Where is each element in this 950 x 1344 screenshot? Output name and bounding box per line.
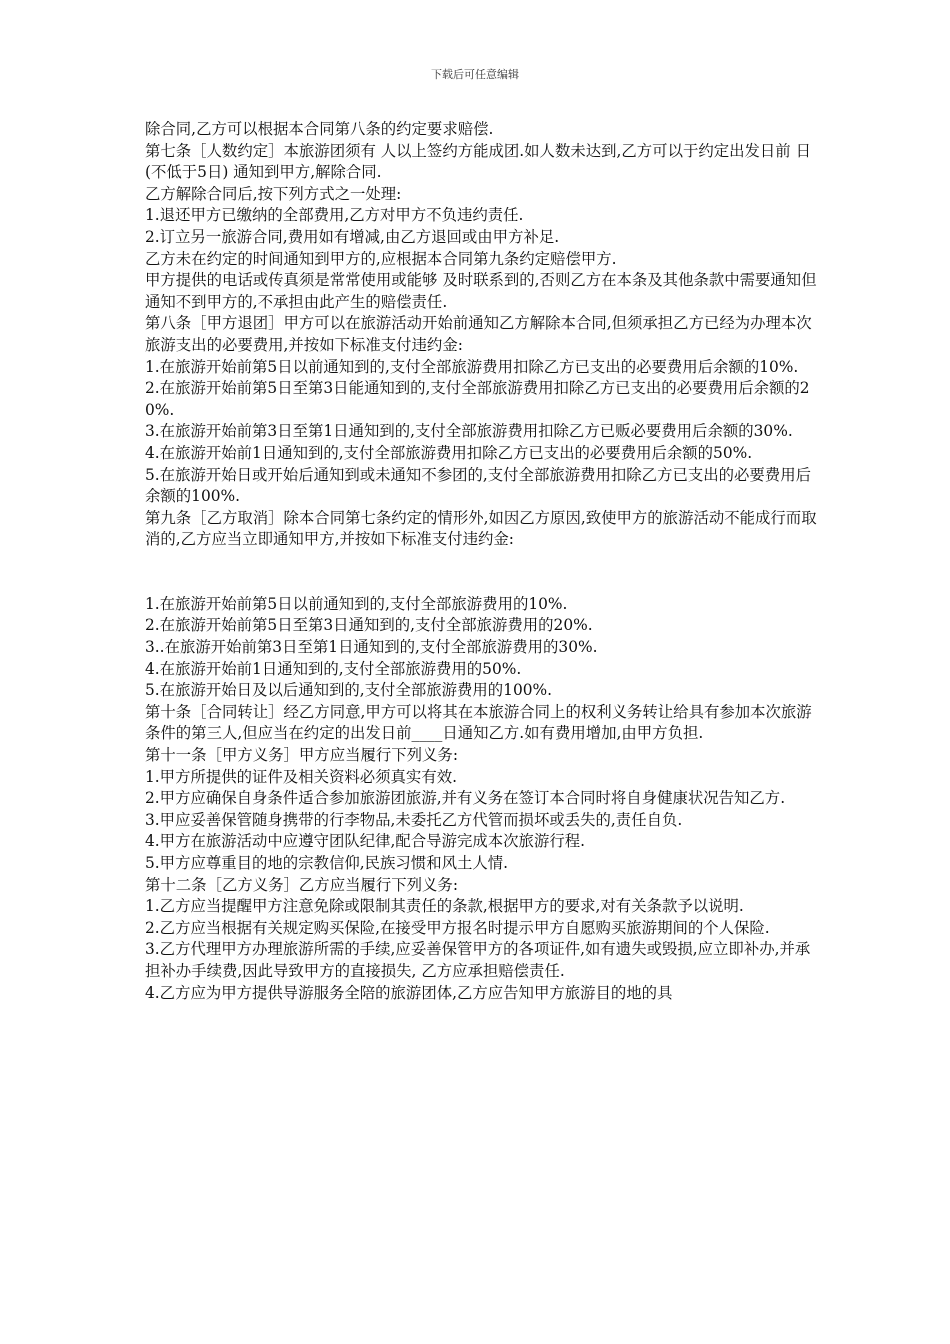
list-item: 5.在旅游开始日或开始后通知到或未通知不参团的,支付全部旅游费用扣除乙方已支出的必要费用后余额的100%.	[145, 465, 811, 506]
list-item: 4.甲方在旅游活动中应遵守团队纪律,配合导游完成本次旅游行程.	[145, 832, 586, 851]
list-item: 4.乙方应为甲方提供导游服务全陪的旅游团体,乙方应告知甲方旅游目的地的具	[145, 983, 673, 1002]
paragraph-group-1	[145, 119, 825, 551]
list-item: 2.在旅游开始前第5日至第3日通知到的,支付全部旅游费用的20%.	[145, 616, 593, 635]
article-12: 第十二条［乙方义务］乙方应当履行下列义务:	[145, 875, 458, 894]
paragraph-group-2	[145, 594, 825, 1004]
list-item: 3.乙方代理甲方办理旅游所需的手续,应妥善保管甲方的各项证件,如有遗失或毁损,应立即补办,并承担补办手续费,因此导致甲方的直接损失, 乙方应承担赔偿责任.	[145, 940, 811, 980]
list-item: 1.在旅游开始前第5日以前通知到的,支付全部旅游费用扣除乙方已支出的必要费用后余额的10%.	[145, 357, 799, 376]
document-body	[145, 119, 825, 1004]
article-8: 第八条［甲方退团］甲方可以在旅游活动开始前通知乙方解除本合同,但须承担乙方已经为办理本次旅游支出的必要费用,并按如下标准支付违约金:	[145, 314, 812, 354]
article-11: 第十一条［甲方义务］甲方应当履行下列义务:	[145, 746, 458, 765]
article-10: 第十条［合同转让］经乙方同意,甲方可以将其在本旅游合同上的权利义务转让给具有参加本次旅游条件的第三人,但应当在约定的出发日前____日通知乙方.如有费用增加,由甲方负担.	[145, 702, 812, 743]
list-item: 5.在旅游开始日及以后通知到的,支付全部旅游费用的100%.	[145, 681, 553, 700]
list-item: 5.甲方应尊重目的地的宗教信仰,民族习惯和风土人情.	[145, 854, 509, 872]
list-item: 3..在旅游开始前第3日至第1日通知到的,支付全部旅游费用的30%.	[145, 638, 598, 657]
paragraph: 乙方解除合同后,按下列方式之一处理:	[145, 184, 402, 203]
list-item: 2.订立另一旅游合同,费用如有增减,由乙方退回或由甲方补足.	[145, 227, 560, 246]
article-9: 第九条［乙方取消］除本合同第七条约定的情形外,如因乙方原因,致使甲方的旅游活动不能成行而取消的,乙方应当立即通知甲方,并按如下标准支付违约金:	[145, 508, 817, 549]
list-item: 1.在旅游开始前第5日以前通知到的,支付全部旅游费用的10%.	[145, 594, 568, 613]
list-item: 4.在旅游开始前1日通知到的,支付全部旅游费用的50%.	[145, 659, 522, 678]
page-header: 下载后可任意编辑	[431, 68, 519, 81]
list-item: 2.在旅游开始前第5日至第3日能通知到的,支付全部旅游费用扣除乙方已支出的必要费用后余额的20%.	[145, 379, 810, 419]
list-item: 1.乙方应当提醒甲方注意免除或限制其责任的条款,根据甲方的要求,对有关条款予以说明.	[145, 897, 744, 916]
list-item: 2.乙方应当根据有关规定购买保险,在接受甲方报名时提示甲方自愿购买旅游期间的个人保险.	[145, 918, 770, 937]
spacer	[145, 551, 825, 594]
list-item: 1.甲方所提供的证件及相关资料必须真实有效.	[145, 767, 457, 786]
list-item: 1.退还甲方已缴纳的全部费用,乙方对甲方不负违约责任.	[145, 206, 524, 225]
article-7: 第七条［人数约定］本旅游团须有 人以上签约方能成团.如人数未达到,乙方可以于约定出发日前 日(不低于5日) 通知到甲方,解除合同.	[145, 141, 811, 182]
list-item: 2.甲方应确保自身条件适合参加旅游团旅游,并有义务在签订本合同时将自身健康状况告知乙方.	[145, 789, 786, 808]
paragraph: 甲方提供的电话或传真须是常常使用或能够 及时联系到的,否则乙方在本条及其他条款中需要通知但通知不到甲方的,不承担由此产生的赔偿责任.	[145, 271, 817, 311]
paragraph: 乙方未在约定的时间通知到甲方的,应根据本合同第九条约定赔偿甲方.	[145, 249, 617, 268]
list-item: 3.甲应妥善保管随身携带的行李物品,未委托乙方代管而损坏或丢失的,责任自负.	[145, 810, 683, 829]
paragraph: 除合同,乙方可以根据本合同第八条的约定要求赔偿.	[145, 120, 494, 138]
list-item: 4.在旅游开始前1日通知到的,支付全部旅游费用扣除乙方已支出的必要费用后余额的50%.	[145, 443, 753, 462]
list-item: 3.在旅游开始前第3日至第1日通知到的,支付全部旅游费用扣除乙方已贩必要费用后余额的30%.	[145, 422, 793, 441]
